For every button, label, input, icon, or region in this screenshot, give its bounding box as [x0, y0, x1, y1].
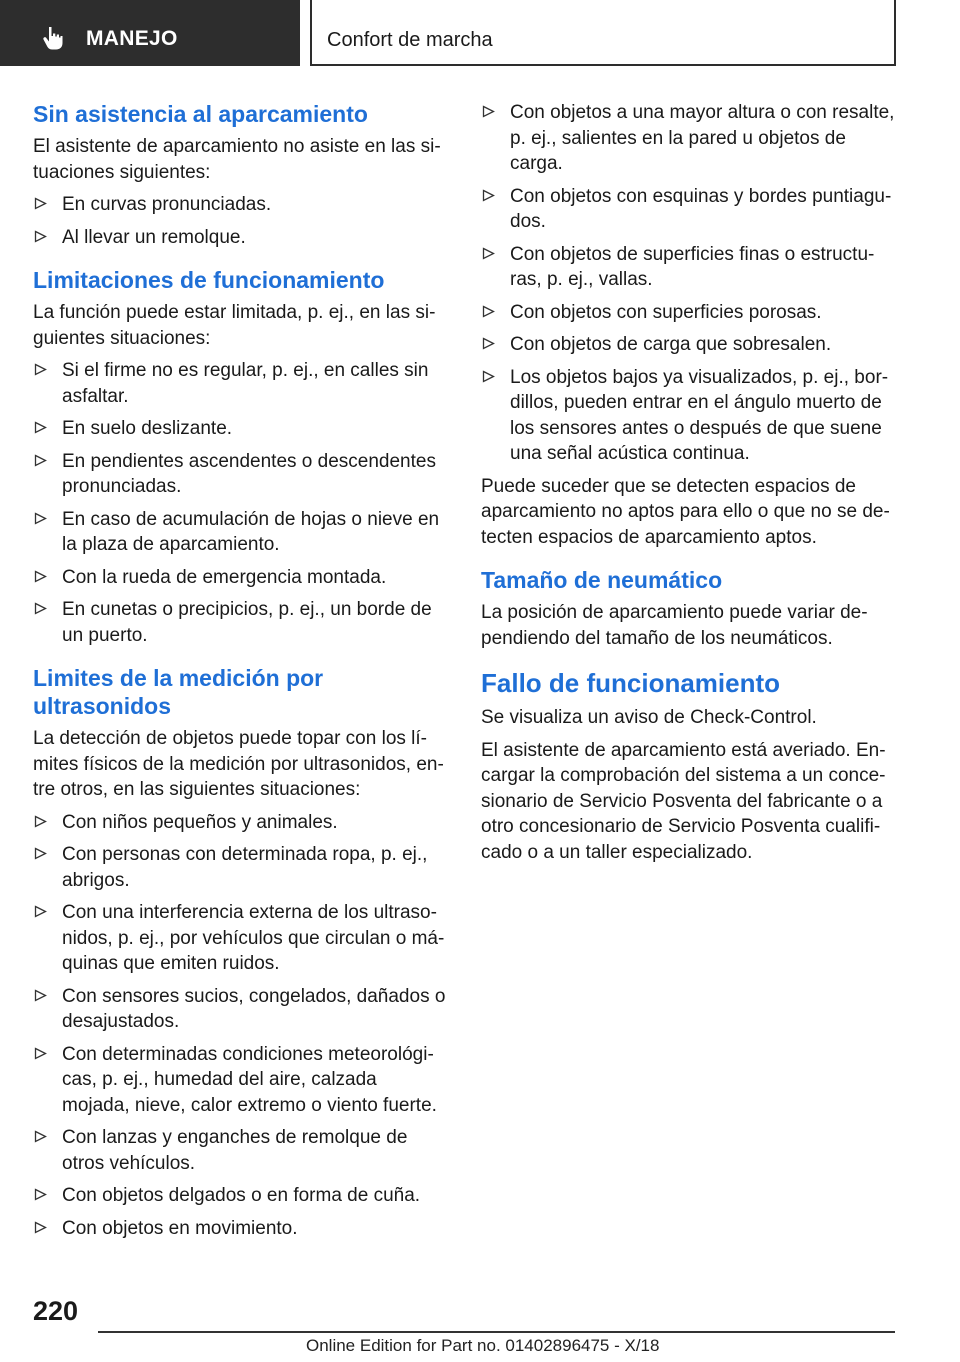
- list-item: Con objetos delgados o en forma de cuña.: [33, 1183, 448, 1209]
- section-heading: Limites de la medición por ultrasonidos: [33, 665, 324, 719]
- triangle-right-icon: [34, 1188, 47, 1201]
- section-malfunction: [481, 667, 895, 865]
- section-text: Se visualiza un aviso de Check-Control.: [481, 707, 817, 728]
- list-item: Con sensores sucios, congelados, dañados o desajustados.: [33, 984, 448, 1035]
- triangle-right-icon: [482, 189, 495, 202]
- triangle-right-icon: [482, 247, 495, 260]
- bullet-list-continued: [481, 100, 895, 467]
- section-tab: [0, 0, 300, 66]
- list-item: Con una interferencia externa de los ultrasonidos, p. ej., por vehículos que circulan o máquinas que emiten ruidos.: [33, 900, 448, 977]
- triangle-right-icon: [34, 1130, 47, 1143]
- triangle-right-icon: [34, 989, 47, 1002]
- list-item: En pendientes ascendentes o descendentes pronunciadas.: [33, 449, 448, 500]
- triangle-right-icon: [34, 847, 47, 860]
- section-ultrasound-limits: [33, 664, 448, 1241]
- list-item: Los objetos bajos ya visualizados, p. ej., bordillos, pueden entrar en el ángulo muerto de los sensores antes o después de que suene una señal acústica continua.: [481, 365, 895, 467]
- section-heading: Tamaño de neumático: [481, 567, 723, 593]
- list-item: En curvas pronunciadas.: [33, 192, 448, 218]
- triangle-right-icon: [34, 230, 47, 243]
- triangle-right-icon: [482, 337, 495, 350]
- section-label: MANEJO: [86, 27, 178, 50]
- list-item: Si el firme no es regular, p. ej., en calles sin asfaltar.: [33, 358, 448, 409]
- section-text: El asistente de aparcamiento está averiado. Encargar la comprobación del sistema a un concesionario de Servicio Posventa del fabricante o a otro concesionario de Servicio Posventa cualificado o a un taller especializado.: [481, 739, 886, 863]
- list-item: Al llevar un remolque.: [33, 225, 448, 251]
- triangle-right-icon: [34, 1047, 47, 1060]
- triangle-right-icon: [34, 1221, 47, 1234]
- section-heading: Sin asistencia al aparcamiento: [33, 101, 368, 127]
- triangle-right-icon: [34, 512, 47, 525]
- list-item: En cunetas o precipicios, p. ej., un borde de un puerto.: [33, 597, 448, 648]
- section-no-assist: [33, 100, 448, 250]
- section-tire-size: [481, 566, 895, 651]
- list-item: Con determinadas condiciones meteorológicas, p. ej., humedad del aire, calzada mojada, nieve, calor extremo o viento fuerte.: [33, 1042, 448, 1119]
- footer-divider: [98, 1331, 895, 1333]
- list-item: Con personas con determinada ropa, p. ej., abrigos.: [33, 842, 448, 893]
- section-heading: Fallo de funcionamiento: [481, 668, 781, 698]
- triangle-right-icon: [482, 105, 495, 118]
- triangle-right-icon: [34, 815, 47, 828]
- section-limitations: [33, 266, 448, 648]
- chapter-title: Confort de marcha: [327, 29, 493, 51]
- list-item: Con objetos de superficies finas o estructuras, p. ej., vallas.: [481, 242, 895, 293]
- triangle-right-icon: [34, 570, 47, 583]
- list-item: Con objetos a una mayor altura o con resalte, p. ej., salientes en la pared u objetos de carga.: [481, 100, 895, 177]
- section-intro: El asistente de aparcamiento no asiste en las situaciones siguientes:: [33, 136, 441, 183]
- list-item: Con objetos con esquinas y bordes puntiagudos.: [481, 184, 895, 235]
- list-item: En suelo deslizante.: [33, 416, 448, 442]
- triangle-right-icon: [482, 305, 495, 318]
- triangle-right-icon: [34, 421, 47, 434]
- list-item: En caso de acumulación de hojas o nieve en la plaza de aparcamiento.: [33, 507, 448, 558]
- closing-paragraph: Puede suceder que se detecten espacios de aparcamiento no aptos para ello o que no se detecten espacios de aparcamiento aptos.: [481, 475, 890, 548]
- list-item: Con lanzas y enganches de remolque de otros vehículos.: [33, 1125, 448, 1176]
- pointing-hand-icon: [40, 25, 66, 51]
- right-column: [481, 100, 895, 872]
- edition-text: Online Edition for Part no. 01402896475 - X/18: [306, 1336, 660, 1355]
- list-item: Con la rueda de emergencia montada.: [33, 565, 448, 591]
- triangle-right-icon: [34, 363, 47, 376]
- left-column: [33, 100, 448, 1248]
- triangle-right-icon: [34, 905, 47, 918]
- page-header: [0, 0, 960, 66]
- triangle-right-icon: [34, 197, 47, 210]
- bullet-list: [33, 810, 448, 1242]
- list-item: Con objetos en movimiento.: [33, 1216, 448, 1242]
- triangle-right-icon: [34, 602, 47, 615]
- bullet-list: [33, 358, 448, 648]
- section-intro: La detección de objetos puede topar con los límites físicos de la medición por ultrasonidos, entre otros, en las siguientes situaciones:: [33, 728, 444, 800]
- chapter-tab: [310, 0, 896, 66]
- section-heading: Limitaciones de funcionamiento: [33, 267, 385, 293]
- section-intro: La función puede estar limitada, p. ej., en las siguientes situaciones:: [33, 302, 436, 349]
- list-item: Con objetos con superficies porosas.: [481, 300, 895, 326]
- section-text: La posición de aparcamiento puede variar dependiendo del tamaño de los neumáticos.: [481, 602, 868, 649]
- bullet-list: [33, 192, 448, 250]
- list-item: Con objetos de carga que sobresalen.: [481, 332, 895, 358]
- triangle-right-icon: [34, 454, 47, 467]
- list-item: Con niños pequeños y animales.: [33, 810, 448, 836]
- triangle-right-icon: [482, 370, 495, 383]
- page-number: 220: [33, 1296, 79, 1326]
